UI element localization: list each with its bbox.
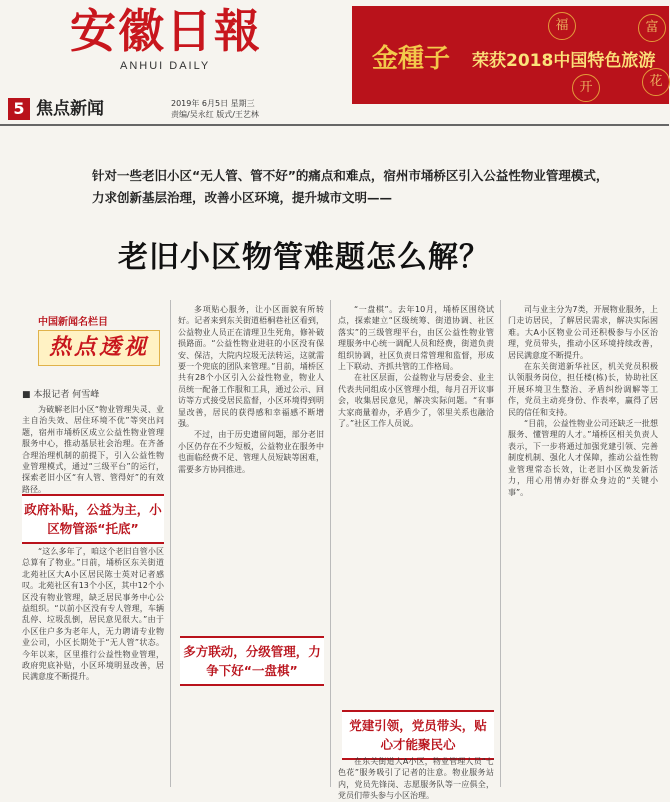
ad-charm-icon: 福	[548, 12, 576, 40]
subhead-3: 党建引领，党员带头，贴心才能聚民心	[342, 710, 494, 760]
section-title: 焦点新闻	[36, 99, 104, 119]
advertisement-banner[interactable]	[352, 6, 669, 104]
subhead-2: 多方联动，分级管理，力争下好“一盘棋”	[180, 636, 324, 686]
column-brand-logo: 热点透视	[38, 330, 160, 366]
masthead-title: 安徽日報	[70, 4, 262, 58]
article-column-4	[508, 304, 658, 784]
column-brand-label: 中国新闻名栏目	[38, 317, 108, 328]
article-paragraph: “目前，公益性物业公司还缺乏一批想服务、懂管理的人才。”埇桥区相关负责人表示，下一步将通过加强党建引领、完善制度机制、强化人才保障，推动公益性物业管理常态长效，让老旧小区焕发新活力，用心用情办好群众身边的“关键小事”。	[508, 419, 658, 497]
issue-date: 2019年 6月5日 星期三	[171, 99, 255, 108]
issue-editors: 责编/吴永红 版式/王艺林	[171, 110, 259, 119]
article-column-3b	[338, 756, 494, 801]
header-divider	[0, 124, 669, 126]
article-paragraph: 不过，由于历史遗留问题，部分老旧小区仍存在不少短板，公益物业在服务中也面临经费不足、管理人员短缺等困难，需要多方协同推进。	[178, 430, 324, 474]
article-paragraph: “一盘棋”。去年10月，埇桥区围绕试点，探索建立“区级统筹、街道协调、社区落实”的三级管理平台，由区公益性物业管理服务中心统一调配人员和经费，街道负责组织协调，社区负责日常管理和监督，形成上下联动、齐抓共管的工作格局。	[338, 305, 494, 372]
article-deck: 针对一些老旧小区“无人管、管不好”的痛点和难点，宿州市埇桥区引入公益性物业管理模式，力求创新基层治理，改善小区环境，提升城市文明——	[92, 168, 609, 205]
ad-slogan: 荣获2018中国特色旅游	[472, 51, 656, 71]
article-paragraph: 在社区层面，公益物业与居委会、业主代表共同组成小区管理小组，每月召开议事会，收集居民意见，解决实际问题。“有事大家商量着办，矛盾少了，邻里关系也融洽了。”社区工作人员说。	[338, 373, 494, 429]
article-column-3a	[338, 304, 494, 704]
subhead-1: 政府补贴，公益为主，小区物管添“托底”	[22, 494, 164, 544]
issue-info	[171, 98, 259, 120]
masthead-english: ANHUI DAILY	[120, 60, 211, 72]
article-paragraph: “这么多年了，咱这个老旧自管小区总算有了物业。”日前，埇桥区东关街道北苑社区大A小区居民陈士英对记者感叹。北苑社区有13个小区，其中12个小区没有物业管理，缺乏居民事务中心公益组织。“以前小区没有专人管理，车辆乱停、垃圾乱倒，居民意见很大。”由于小区住户多为老年人，无力聘请专业物业公司，小区长期处于“无人管”状态。今年以来，区里推行公益性物业管理，政府兜底补贴，小区环境明显改善，居民满意度不断提升。	[22, 547, 164, 682]
page-number: 5	[8, 98, 30, 120]
article-paragraph: 在东关街道大A小区，物业管理人员“七色花”服务吸引了记者的注意。物业服务站内，党员先锋岗、志愿服务队等一应俱全，党员们带头参与小区治理。	[338, 757, 494, 801]
reporter-byline: ■ 本报记者 何雪峰	[22, 390, 100, 400]
article-paragraph: 司与业主分为7类，开展物业服务，上门走访居民，了解居民需求，解决实际困难。大A小区物业公司还积极参与小区治理，党员带头，推动小区环境持续改善，居民满意度不断提升。	[508, 305, 658, 360]
ad-charm-icon: 开	[572, 74, 600, 102]
article-column-1b	[22, 546, 164, 782]
article-column-1a	[22, 404, 164, 494]
article-paragraph: 为破解老旧小区“物业管理失灵、业主自治失效、居住环境不优”等突出问题，宿州市埇桥区成立公益性物业管理服务中心，推动基层社会治理。在齐备合理治理机制的前提下，引入公益性物业管理模式，通过“三级平台”的运行，探索老旧小区“有人管、管得好”的有效路径。	[22, 405, 164, 494]
article-paragraph: 多项贴心服务，让小区面貌有所转好。记者来到东关街道梧桐巷社区看到，公益物业人员正在清理卫生死角，修补破损路面。“公益性物业进驻的小区没有保安、保洁，大院内垃圾无法转运，这就需要一个兜底的团队来管理。”目前，埇桥区共有28个小区引入公益性物业，物业人员统一配备工作服和工具，通过公示、回访等方式接受居民监督，小区环境得到明显改善，居民的获得感和幸福感不断增强。	[178, 305, 324, 429]
article-column-2a	[178, 304, 324, 616]
ad-charm-icon: 富	[638, 14, 666, 42]
article-headline: 老旧小区物管难题怎么解？	[118, 240, 490, 275]
column-divider	[500, 300, 501, 787]
column-divider	[330, 300, 331, 787]
article-paragraph: 在东关街道新华社区，机关党员积极认领服务岗位，担任楼(栋)长，协助社区开展环境卫生整治、矛盾纠纷调解等工作，党员主动亮身份、作表率，赢得了居民的信任和支持。	[508, 362, 658, 417]
column-divider	[170, 300, 171, 787]
ad-charm-icon: 花	[642, 68, 670, 96]
ad-logo: 金種子	[372, 44, 451, 74]
